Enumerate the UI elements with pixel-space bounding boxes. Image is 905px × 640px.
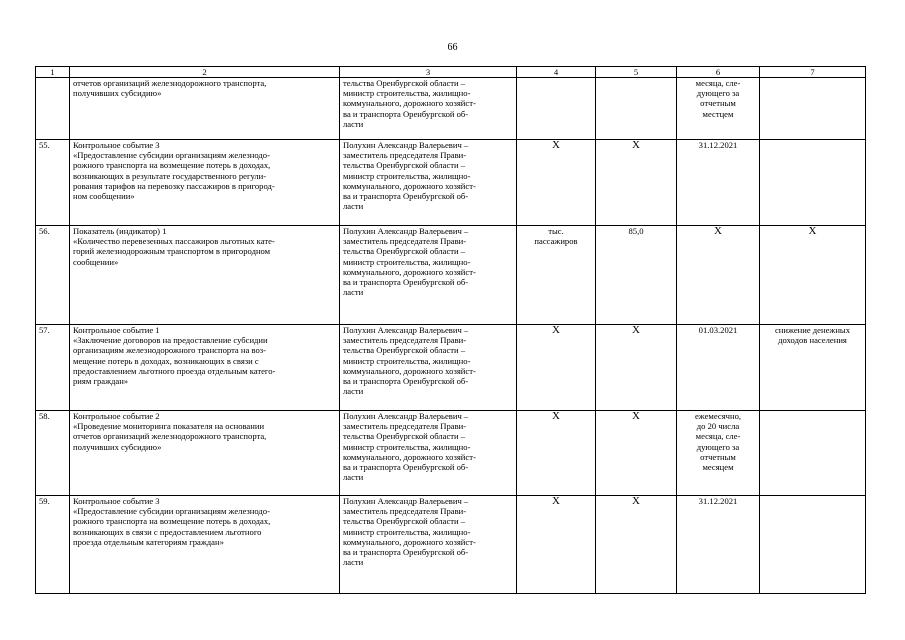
row-number: 56.: [36, 226, 70, 325]
table-row: [36, 140, 866, 226]
value-cell: Х: [596, 496, 677, 594]
unit-cell: Х: [517, 411, 596, 496]
page-number: 66: [447, 42, 458, 53]
event-description: Показатель (индикатор) 1 «Количество перевезенных пассажиров льготных кате- горий железнодорожным транспортом в пригородном сообщении»: [70, 226, 340, 325]
note-cell: Х: [760, 226, 866, 325]
unit-cell: тыс. пассажиров: [517, 226, 596, 325]
table-row: [36, 226, 866, 325]
value-cell: Х: [596, 411, 677, 496]
event-description: Контрольное событие 2 «Проведение мониторинга показателя на основании отчетов организаций железнодорожного транспорта, получивших субсидию»: [70, 411, 340, 496]
row-number: 55.: [36, 140, 70, 226]
table-header-row: [36, 67, 866, 78]
event-description: Контрольное событие 1 «Заключение договоров на предоставление субсидии организациям железнодорожного транспорта на воз- мещение потерь в доходах, возникающих в связи с предоставлением льготного проезда отдельным катего- риям граждан»: [70, 325, 340, 411]
note-cell: [760, 78, 866, 140]
column-header: 1: [36, 67, 70, 78]
table-row: [36, 411, 866, 496]
row-number: [36, 78, 70, 140]
responsible-person: Полухин Александр Валерьевич – заместитель председателя Прави- тельства Оренбургской области – министр строительства, жилищно- коммунального, дорожного хозяйст- ва и транспорта Оренбургской об- ласти: [340, 226, 517, 325]
date-cell: ежемесячно, до 20 числа месяца, сле- дующего за отчетным месяцем: [677, 411, 760, 496]
responsible-person: тельства Оренбургской области – министр строительства, жилищно- коммунального, дорожного хозяйст- ва и транспорта Оренбургской об- ласти: [340, 78, 517, 140]
responsible-person: Полухин Александр Валерьевич – заместитель председателя Прави- тельства Оренбургской области – министр строительства, жилищно- коммунального, дорожного хозяйст- ва и транспорта Оренбургской об- ласти: [340, 140, 517, 226]
note-cell: [760, 496, 866, 594]
unit-cell: [517, 78, 596, 140]
responsible-person: Полухин Александр Валерьевич – заместитель председателя Прави- тельства Оренбургской области – министр строительства, жилищно- коммунального, дорожного хозяйст- ва и транспорта Оренбургской об- ласти: [340, 325, 517, 411]
value-cell: 85,0: [596, 226, 677, 325]
date-cell: 31.12.2021: [677, 496, 760, 594]
responsible-person: Полухин Александр Валерьевич – заместитель председателя Прави- тельства Оренбургской области – министр строительства, жилищно- коммунального, дорожного хозяйст- ва и транспорта Оренбургской об- ласти: [340, 496, 517, 594]
event-description: отчетов организаций железнодорожного транспорта, получивших субсидию»: [70, 78, 340, 140]
event-description: Контрольное событие 3 «Предоставление субсидии организациям железнодо- рожного транспорта на возмещение потерь в доходах, возникающих в связи с предоставлением льготного проезда отдельным категориям граждан»: [70, 496, 340, 594]
table-row: [36, 496, 866, 594]
unit-cell: Х: [517, 496, 596, 594]
value-cell: [596, 78, 677, 140]
plan-table: [35, 66, 866, 594]
date-cell: месяца, сле- дующего за отчетным местцем: [677, 78, 760, 140]
date-cell: 01.03.2021: [677, 325, 760, 411]
note-cell: [760, 411, 866, 496]
date-cell: 31.12.2021: [677, 140, 760, 226]
value-cell: Х: [596, 140, 677, 226]
column-header: 5: [596, 67, 677, 78]
column-header: 3: [340, 67, 517, 78]
unit-cell: Х: [517, 325, 596, 411]
value-cell: Х: [596, 325, 677, 411]
column-header: 6: [677, 67, 760, 78]
column-header: 7: [760, 67, 866, 78]
date-cell: Х: [677, 226, 760, 325]
table-row: [36, 78, 866, 140]
row-number: 57.: [36, 325, 70, 411]
column-header: 4: [517, 67, 596, 78]
unit-cell: Х: [517, 140, 596, 226]
row-number: 59.: [36, 496, 70, 594]
column-header: 2: [70, 67, 340, 78]
table-row: [36, 325, 866, 411]
row-number: 58.: [36, 411, 70, 496]
note-cell: [760, 140, 866, 226]
note-cell: снижение денежных доходов населения: [760, 325, 866, 411]
responsible-person: Полухин Александр Валерьевич – заместитель председателя Прави- тельства Оренбургской области – министр строительства, жилищно- коммунального, дорожного хозяйст- ва и транспорта Оренбургской об- ласти: [340, 411, 517, 496]
event-description: Контрольное событие 3 «Предоставление субсидии организациям железнодо- рожного транспорта на возмещение потерь в доходах, возникающих в результате государственного регули- рования тарифов на перевозку пассажиров в пригород- ном сообщении»: [70, 140, 340, 226]
